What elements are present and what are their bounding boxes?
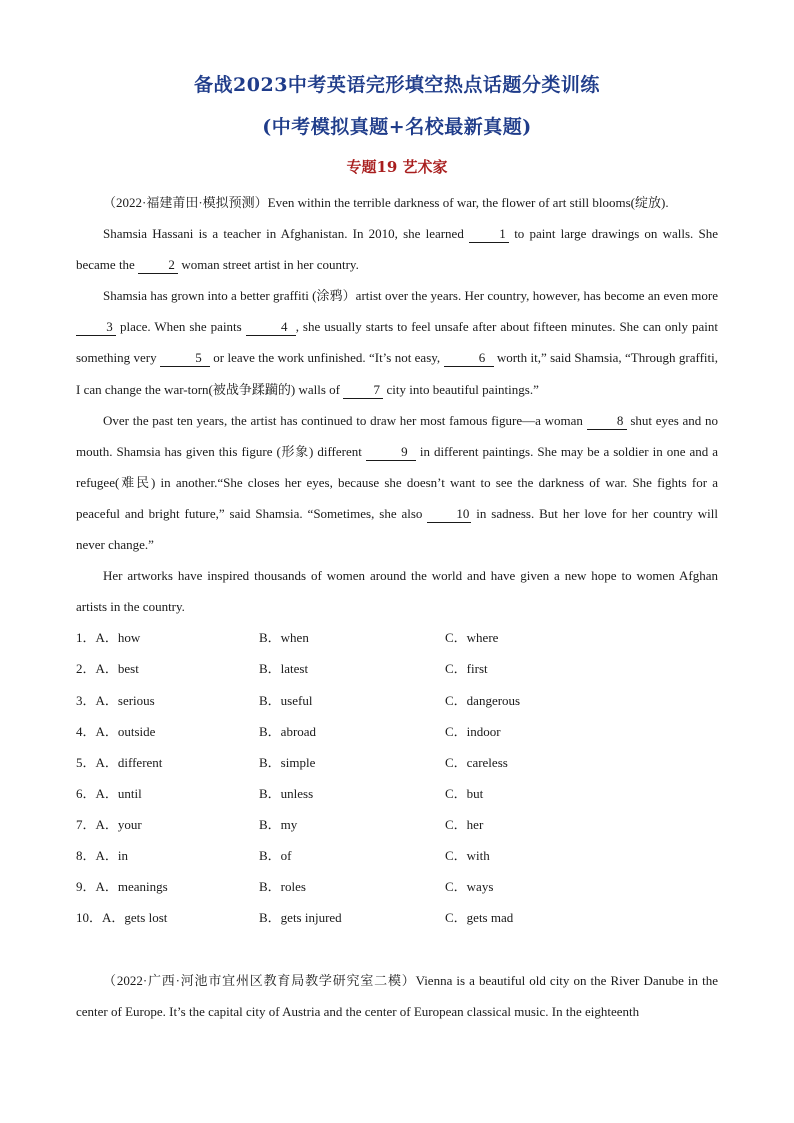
- blank-9: 9: [366, 444, 416, 461]
- option-a: 6．A．until: [76, 785, 142, 801]
- option-a: 3．A．serious: [76, 692, 155, 708]
- option-b: B．latest: [259, 661, 309, 677]
- option-row-6: [76, 778, 718, 809]
- text-run: shut eyes and no mouth. Shamsia has given this figure (形象) different: [76, 412, 719, 459]
- text-run: place. When she paints: [116, 319, 246, 335]
- passage1-paragraph-3: [76, 405, 718, 560]
- option-row-8: [76, 840, 718, 871]
- option-c: C．first: [445, 661, 488, 677]
- blank-8: 8: [587, 413, 627, 430]
- option-a: 9．A．meanings: [76, 879, 168, 895]
- blank-7: 7: [343, 382, 383, 399]
- option-a: 4．A．outside: [76, 723, 156, 739]
- option-a: 2．A．best: [76, 661, 139, 677]
- topic-heading: 专题19 艺术家: [346, 158, 448, 176]
- option-b: B．my: [259, 816, 298, 832]
- option-row-2: [76, 653, 718, 684]
- option-b: B．when: [259, 630, 309, 646]
- option-b: B．abroad: [259, 723, 317, 739]
- option-row-10: [76, 902, 718, 933]
- option-b: B．gets injured: [259, 910, 342, 926]
- text-run: in sadness. But her love for her country will never change.”: [76, 505, 718, 553]
- blank-1: 1: [469, 226, 509, 243]
- passage1-paragraph-4: Her artworks have inspired thousands of women around the world and have given a new hope to women Afghan artists in the country.: [76, 568, 718, 615]
- option-c: C．ways: [445, 879, 494, 895]
- passage1-paragraph-1: [76, 218, 718, 280]
- text-run: Shamsia Hassani is a teacher in Afghanistan. In 2010, she learned: [103, 226, 470, 242]
- option-a: 5．A．different: [76, 754, 163, 770]
- passage1-intro: （2022·福建莆田·模拟预测）Even within the terrible darkness of war, the flower of art still blooms(绽放).: [103, 195, 669, 210]
- blank-2: 2: [138, 257, 178, 274]
- option-c: C．dangerous: [445, 692, 521, 708]
- option-b: B．simple: [259, 754, 316, 770]
- options-list: [76, 622, 718, 933]
- text-run: worth it,” said Shamsia, “Through graffiti, I can change the war-torn(被战争蹂躏的) walls of: [76, 350, 719, 397]
- option-c: C．careless: [445, 754, 508, 770]
- option-b: B．roles: [259, 879, 306, 895]
- text-run: to paint large drawings on walls. She became the: [76, 226, 718, 273]
- document-body: [76, 187, 718, 1027]
- option-row-4: [76, 716, 718, 747]
- option-c: C．indoor: [445, 723, 501, 739]
- text-run: woman street artist in her country.: [178, 257, 359, 273]
- blank-10: 10: [427, 506, 471, 523]
- text-run: Over the past ten years, the artist has continued to draw her most famous figure—a woman: [103, 412, 587, 428]
- option-b: B．unless: [259, 785, 314, 801]
- blank-5: 5: [160, 350, 210, 367]
- blank-3: 3: [76, 319, 116, 336]
- option-c: C．where: [445, 630, 499, 646]
- option-a: 7．A．your: [76, 816, 142, 832]
- option-a: 1．A．how: [76, 630, 141, 646]
- option-a: 10．A．gets lost: [76, 910, 168, 926]
- passage2-intro: （2022·广西·河池市宜州区教育局教学研究室二模）Vienna is a beautiful old city on the River Danube in the center of Europe. It’s the capital city of Austria and the center of European classical music. In the eighteenth: [76, 973, 718, 1020]
- option-row-7: [76, 809, 718, 840]
- option-row-9: [76, 871, 718, 902]
- option-c: C．but: [445, 785, 484, 801]
- spacer: [76, 933, 718, 965]
- option-b: B．of: [259, 847, 292, 863]
- blank-6: 6: [444, 350, 494, 367]
- text-run: Shamsia has grown into a better graffiti (涂鸦）artist over the years. Her country, however, has become an even more: [103, 288, 718, 304]
- text-run: in different paintings. She may be a soldier in one and a refugee(难民) in another.“She closes her eyes, because she doesn’t want to see the darkness of war. She fights for a peaceful and bright future,” said Shamsia. “Sometimes, she also: [76, 443, 718, 521]
- passage1-paragraph-2: [76, 280, 718, 404]
- text-run: or leave the work unfinished. “It’s not easy,: [209, 350, 444, 366]
- document-title: 备战2023中考英语完形填空热点话题分类训练: [194, 74, 600, 96]
- option-row-5: [76, 747, 718, 778]
- document-subtitle: (中考模拟真题+名校最新真题): [262, 116, 532, 138]
- option-c: C．gets mad: [445, 910, 514, 926]
- option-row-3: [76, 685, 718, 716]
- option-c: C．her: [445, 816, 484, 832]
- option-c: C．with: [445, 847, 490, 863]
- option-a: 8．A．in: [76, 847, 129, 863]
- blank-4: 4: [246, 319, 296, 336]
- option-b: B．useful: [259, 692, 313, 708]
- option-row-1: [76, 622, 718, 653]
- text-run: city into beautiful paintings.”: [383, 381, 539, 397]
- text-run: , she usually starts to feel unsafe after about fifteen minutes. She can only paint something very: [76, 319, 718, 366]
